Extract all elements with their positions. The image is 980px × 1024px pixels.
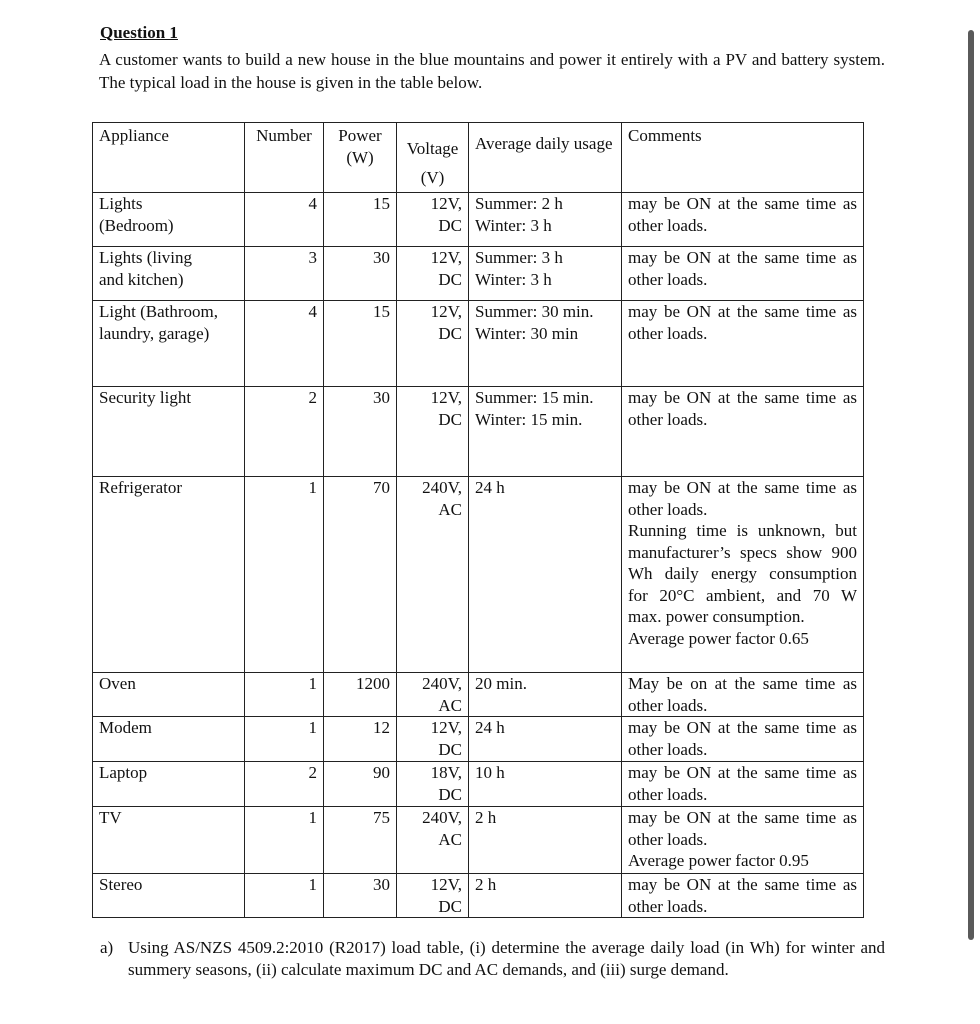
cell-appliance: Lights (living and kitchen)	[93, 247, 245, 301]
table-row	[93, 762, 864, 807]
cell-voltage: 12V, DC	[397, 193, 469, 247]
header-usage: Average daily usage	[469, 123, 622, 193]
cell-power: 30	[324, 387, 397, 477]
cell-usage: Summer: 2 h Winter: 3 h	[469, 193, 622, 247]
table-row	[93, 874, 864, 918]
cell-number: 1	[245, 477, 324, 673]
cell-comments: may be ON at the same time as other loads. Running time is unknown, but manufacturer’s specs show 900 Wh daily energy consumption for 20°C ambient, and 70 W max. power consumption. Average power factor 0.65	[622, 477, 864, 673]
table-row	[93, 193, 864, 247]
table-row	[93, 807, 864, 874]
cell-usage: 20 min.	[469, 673, 622, 717]
cell-appliance: Refrigerator	[93, 477, 245, 673]
cell-number: 1	[245, 874, 324, 918]
header-comments: Comments	[622, 123, 864, 193]
table-row	[93, 673, 864, 717]
load-table	[92, 122, 864, 918]
cell-comments: may be ON at the same time as other loads.	[622, 301, 864, 387]
cell-usage: Summer: 30 min. Winter: 30 min	[469, 301, 622, 387]
cell-appliance: Laptop	[93, 762, 245, 807]
cell-comments: May be on at the same time as other loads.	[622, 673, 864, 717]
question-heading: Question 1	[100, 23, 178, 42]
cell-appliance: Modem	[93, 717, 245, 762]
cell-comments: may be ON at the same time as other loads.	[622, 762, 864, 807]
table-row	[93, 387, 864, 477]
question-a	[100, 937, 885, 981]
intro-paragraph: A customer wants to build a new house in the blue mountains and power it entirely with a PV and battery system. The typical load in the house is given in the table below.	[99, 50, 885, 92]
cell-voltage: 12V, DC	[397, 301, 469, 387]
cell-number: 3	[245, 247, 324, 301]
header-voltage: Voltage (V)	[397, 123, 469, 193]
cell-comments: may be ON at the same time as other loads. Average power factor 0.95	[622, 807, 864, 874]
header-power: Power (W)	[324, 123, 397, 193]
header-appliance: Appliance	[93, 123, 245, 193]
cell-voltage: 240V, AC	[397, 807, 469, 874]
cell-usage: 2 h	[469, 807, 622, 874]
cell-voltage: 12V, DC	[397, 247, 469, 301]
cell-appliance: Security light	[93, 387, 245, 477]
cell-comments: may be ON at the same time as other loads.	[622, 717, 864, 762]
table-header-row	[93, 123, 864, 193]
cell-appliance: Oven	[93, 673, 245, 717]
question-a-text: Using AS/NZS 4509.2:2010 (R2017) load table, (i) determine the average daily load (in Wh) for winter and summery seasons, (ii) calculate maximum DC and AC demands, and (iii) surge demand.	[128, 938, 885, 979]
cell-power: 12	[324, 717, 397, 762]
cell-usage: 2 h	[469, 874, 622, 918]
cell-power: 30	[324, 874, 397, 918]
cell-comments: may be ON at the same time as other loads.	[622, 874, 864, 918]
cell-usage: 10 h	[469, 762, 622, 807]
cell-power: 15	[324, 193, 397, 247]
cell-power: 30	[324, 247, 397, 301]
cell-number: 2	[245, 762, 324, 807]
header-number: Number	[245, 123, 324, 193]
cell-voltage: 18V, DC	[397, 762, 469, 807]
cell-power: 70	[324, 477, 397, 673]
cell-appliance: Stereo	[93, 874, 245, 918]
table-row	[93, 301, 864, 387]
cell-number: 1	[245, 673, 324, 717]
cell-voltage: 240V, AC	[397, 477, 469, 673]
cell-usage: Summer: 3 h Winter: 3 h	[469, 247, 622, 301]
vertical-scrollbar[interactable]	[968, 30, 974, 940]
table-row	[93, 247, 864, 301]
cell-comments: may be ON at the same time as other loads.	[622, 387, 864, 477]
cell-power: 90	[324, 762, 397, 807]
cell-comments: may be ON at the same time as other loads.	[622, 193, 864, 247]
cell-number: 2	[245, 387, 324, 477]
table-row	[93, 717, 864, 762]
cell-number: 1	[245, 807, 324, 874]
table-row	[93, 477, 864, 673]
cell-power: 1200	[324, 673, 397, 717]
cell-power: 15	[324, 301, 397, 387]
cell-number: 1	[245, 717, 324, 762]
cell-appliance: Light (Bathroom, laundry, garage)	[93, 301, 245, 387]
cell-voltage: 12V, DC	[397, 387, 469, 477]
cell-usage: 24 h	[469, 717, 622, 762]
cell-number: 4	[245, 193, 324, 247]
cell-usage: Summer: 15 min. Winter: 15 min.	[469, 387, 622, 477]
cell-comments: may be ON at the same time as other loads.	[622, 247, 864, 301]
cell-voltage: 240V, AC	[397, 673, 469, 717]
cell-appliance: Lights (Bedroom)	[93, 193, 245, 247]
cell-voltage: 12V, DC	[397, 717, 469, 762]
cell-voltage: 12V, DC	[397, 874, 469, 918]
cell-usage: 24 h	[469, 477, 622, 673]
cell-appliance: TV	[93, 807, 245, 874]
cell-number: 4	[245, 301, 324, 387]
cell-power: 75	[324, 807, 397, 874]
question-a-label: a)	[100, 938, 114, 957]
